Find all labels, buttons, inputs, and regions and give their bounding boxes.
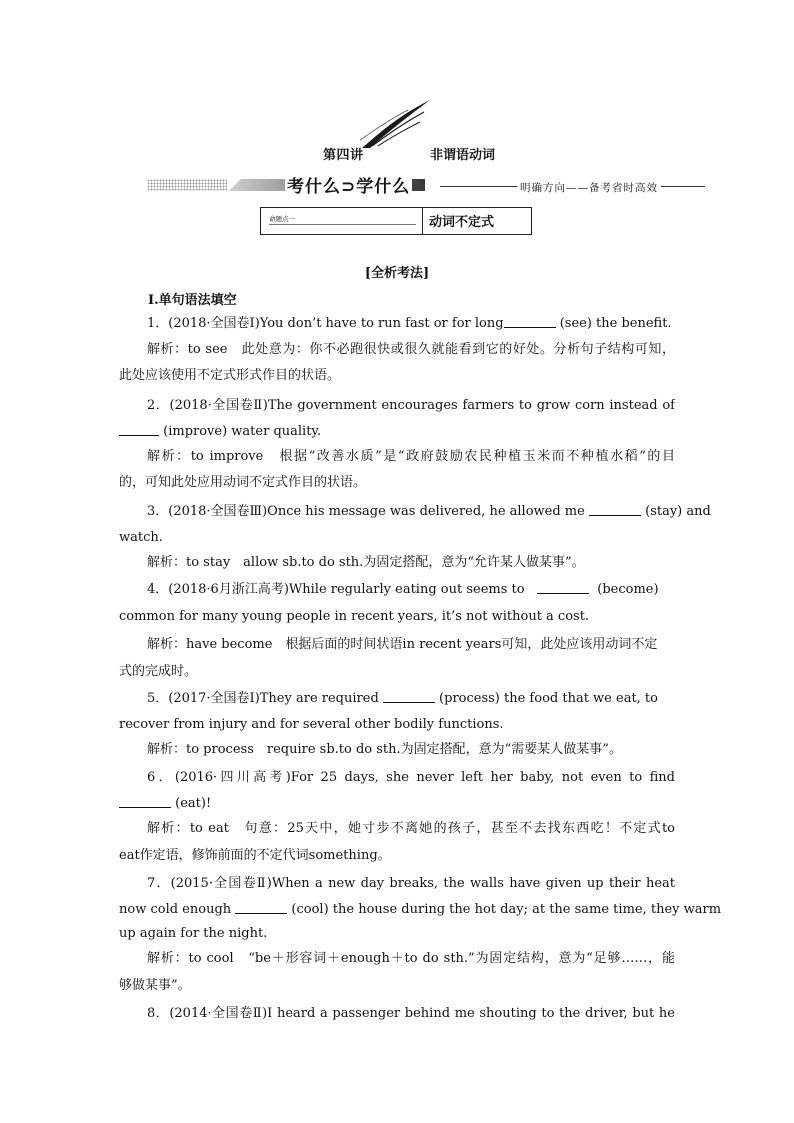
question-text: (cool) the house during the hot day; at the same time, they warm bbox=[291, 902, 722, 917]
question-4 bbox=[147, 581, 675, 599]
question-text: 4．(2018·6月浙江高考)While regularly eating out seems to bbox=[147, 582, 525, 597]
question-7: 7．(2015·全国卷Ⅱ)When a new day breaks, the walls have given up their heat bbox=[147, 876, 675, 891]
topic-title: 动词不定式 bbox=[429, 215, 495, 230]
analysis-line: 此处应该使用不定式形式作目的状语。 bbox=[119, 368, 341, 383]
question-6: 6．(2016·四川高考)For 25 days, she never left her baby, not even to find bbox=[147, 770, 675, 785]
chapter-title: 非谓语动词 bbox=[430, 148, 496, 163]
question-text: (stay) and bbox=[645, 504, 711, 519]
question-text: 1．(2018·全国卷Ⅰ)You don’t have to run fast or for long bbox=[147, 316, 504, 331]
analysis-line: 的，可知此处应用动词不定式作目的状语。 bbox=[119, 475, 367, 490]
answer-blank[interactable] bbox=[119, 795, 171, 808]
question-5 bbox=[147, 690, 675, 708]
question-text: (become) bbox=[597, 582, 659, 597]
question-8: 8．(2014·全国卷Ⅱ)I heard a passenger behind me shouting to the driver, but he bbox=[147, 1006, 675, 1021]
analysis-line: 解析：to see 此处意为：你不必跑很快或很久就能看到它的好处。分析句子结构可知， bbox=[147, 342, 675, 357]
answer-blank[interactable] bbox=[589, 503, 641, 516]
analysis-line: 解析：to process require sb.to do sth.为固定搭配，意为“需要某人做某事”。 bbox=[147, 742, 622, 757]
question-text: (eat)! bbox=[175, 796, 212, 811]
question-line: watch. bbox=[119, 530, 163, 545]
part-title: Ⅰ.单句语法填空 bbox=[148, 293, 237, 308]
question-1 bbox=[147, 315, 675, 333]
chapter-number: 第四讲 bbox=[323, 148, 364, 163]
analysis-line: 解析：have become 根据后面的时间状语in recent years可知，此处应该用动词不定 bbox=[147, 637, 658, 652]
answer-blank[interactable] bbox=[235, 901, 287, 914]
analysis-line: 解析：to eat 句意：25天中，她寸步不离她的孩子，甚至不去找东西吃！不定式to bbox=[147, 821, 675, 836]
analysis-line: 解析：to stay allow sb.to do sth.为固定搭配，意为“允许某人做某事”。 bbox=[147, 555, 585, 570]
question-text: 5．(2017·全国卷Ⅰ)They are required bbox=[147, 691, 379, 706]
question-line bbox=[119, 795, 675, 813]
analysis-line: 解析：to cool “be＋形容词＋enough＋to do sth.”为固定结构，意为“足够……，能 bbox=[147, 951, 675, 966]
banner-dots bbox=[147, 179, 227, 191]
answer-blank[interactable] bbox=[383, 690, 435, 703]
question-text: (see) the benefit. bbox=[559, 316, 672, 331]
answer-blank[interactable] bbox=[504, 315, 556, 328]
question-line bbox=[119, 901, 722, 919]
question-line bbox=[119, 423, 675, 441]
question-line: common for many young people in recent years, it’s not without a cost. bbox=[119, 609, 590, 624]
question-text: now cold enough bbox=[119, 902, 232, 917]
topic-box bbox=[260, 207, 532, 235]
answer-blank[interactable] bbox=[537, 581, 589, 594]
question-text: (process) the food that we eat, to bbox=[439, 691, 658, 706]
topic-tag-cell bbox=[261, 208, 423, 234]
topic-tag-rule bbox=[269, 224, 416, 225]
analysis-line: eat作定语，修饰前面的不定代词something。 bbox=[119, 848, 391, 863]
question-2: 2．(2018·全国卷Ⅱ)The government encourages farmers to grow corn instead of bbox=[147, 398, 675, 413]
analysis-line: 够做某事”。 bbox=[119, 978, 191, 993]
banner-title: 考什么⊃学什么 bbox=[285, 172, 412, 197]
analysis-line: 解析：to improve 根据“改善水质”是“政府鼓励农民种植玉米而不种植水稻”的目 bbox=[147, 449, 675, 464]
question-line: recover from injury and for several other bodily functions. bbox=[119, 717, 504, 732]
swoosh-logo-icon bbox=[358, 98, 433, 150]
answer-blank[interactable] bbox=[119, 423, 159, 436]
question-line: up again for the night. bbox=[119, 926, 268, 941]
topic-tag: 命题点一 bbox=[269, 215, 295, 223]
analysis-line: 式的完成时。 bbox=[119, 664, 198, 679]
question-text: 3．(2018·全国卷Ⅲ)Once his message was delivered, he allowed me bbox=[147, 504, 585, 519]
banner-subtitle: 明确方向——备考省时高效 bbox=[517, 180, 661, 195]
question-text: (improve) water quality. bbox=[163, 424, 322, 439]
section-title: [全析考法] bbox=[364, 266, 430, 281]
question-3 bbox=[147, 503, 711, 521]
